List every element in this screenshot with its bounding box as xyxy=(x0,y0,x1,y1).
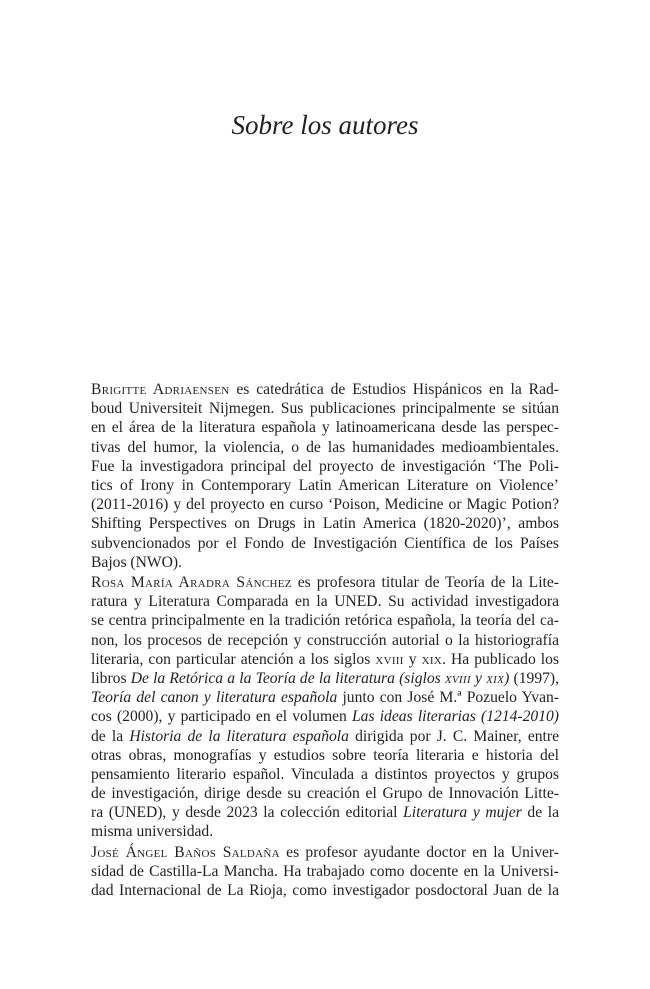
text-line xyxy=(91,553,559,572)
text-run: ra (UNED), y desde 2023 la colección editorial xyxy=(91,804,404,822)
text-line xyxy=(91,399,559,418)
text-line xyxy=(91,592,559,611)
text-line xyxy=(91,611,559,630)
text-run: es profesor ayudante doctor en la Univer- xyxy=(279,844,559,861)
text-run: es catedrática de Estudios Hispánicos en la Rad- xyxy=(229,381,559,398)
text-run: y xyxy=(403,650,422,668)
text-run: Historia de la literatura española xyxy=(129,727,349,745)
text-run: literaria, con particular atención a los siglos xyxy=(91,650,376,668)
text-line xyxy=(91,457,559,476)
text-run: tivas del humor, la violencia, o de las humanidades medioambientales. xyxy=(91,438,559,456)
text-run: xviii xyxy=(444,669,471,687)
text-line xyxy=(91,862,559,881)
text-line xyxy=(91,881,559,900)
text-run: (1997), xyxy=(509,669,560,687)
text-run: dirigida por J. C. Mainer, entre xyxy=(348,727,559,745)
text-run: otras obras, monografías y estudios sobre teoría literaria e historia del xyxy=(91,746,559,764)
text-run: pensamiento literario español. Vinculada a distintos proyectos y grupos xyxy=(91,765,559,783)
author-bio-adriaensen xyxy=(91,380,559,572)
text-line xyxy=(91,822,559,841)
text-line xyxy=(91,418,559,437)
text-line xyxy=(91,707,559,726)
text-line xyxy=(91,476,559,495)
text-run: (2011-2016) y del proyecto en curso ‘Poison, Medicine or Magic Potion? xyxy=(91,496,559,514)
text-run: cos (2000), y participado en el volumen xyxy=(91,708,352,726)
text-run: de la xyxy=(91,727,130,745)
text-line xyxy=(91,765,559,784)
text-line xyxy=(91,669,559,688)
text-run: junto con José M.ª Pozuelo Yvan- xyxy=(337,689,559,707)
text-run: Teoría del canon y literatura española xyxy=(91,689,338,707)
text-run: Fue la investigadora principal del proyecto de investigación ‘The Poli- xyxy=(91,457,559,475)
text-run: xviii xyxy=(375,650,404,668)
author-bio-aradra-sanchez xyxy=(91,573,559,842)
text-line xyxy=(91,688,559,707)
text-run: libros xyxy=(91,669,131,687)
text-run: Las ideas literarias (1214-2010) xyxy=(352,708,559,726)
text-run: xix xyxy=(486,669,505,687)
text-line xyxy=(91,746,559,765)
text-run: Shifting Perspectives on Drugs in Latin America (1820-2020)’, ambos xyxy=(91,515,559,533)
text-run: Bajos (NWO). xyxy=(91,553,182,571)
text-line xyxy=(91,495,559,514)
text-run: subvencionados por el Fondo de Investigación Científica de los Países xyxy=(91,534,559,552)
text-run: De la Retórica a la Teoría de la literatura (siglos xyxy=(130,669,445,687)
text-line xyxy=(91,534,559,553)
text-run: sidad de Castilla-La Mancha. Ha trabajado como docente en la Universi- xyxy=(91,863,559,881)
author-bio-banos-saldana xyxy=(91,843,559,901)
text-line xyxy=(91,514,559,533)
text-line xyxy=(91,438,559,457)
text-line xyxy=(91,803,559,822)
text-run: en el área de la literatura española y latinoamericana desde las perspec- xyxy=(91,419,559,437)
text-run: de investigación, dirige desde su creación el Grupo de Innovación Litte- xyxy=(91,785,559,803)
text-run: misma universidad. xyxy=(91,823,214,841)
text-run: ratura y Literatura Comparada en la UNED. Su actividad investigadora xyxy=(91,593,559,611)
text-run: . Ha publicado los xyxy=(442,650,560,668)
text-line xyxy=(91,380,559,399)
text-run: y xyxy=(470,669,487,687)
text-run: dad Internacional de La Rioja, como investigador posdoctoral Juan de la xyxy=(91,882,559,900)
text-run: boud Universiteit Nijmegen. Sus publicaciones principalmente se sitúan xyxy=(91,400,559,418)
text-run: xix xyxy=(421,650,443,668)
text-line xyxy=(91,727,559,746)
text-line xyxy=(91,843,559,862)
text-line xyxy=(91,631,559,650)
author-name: Brigitte Adriaensen xyxy=(91,381,230,398)
page-title: Sobre los autores xyxy=(231,110,419,140)
text-run: Literatura y mujer xyxy=(403,804,522,822)
author-name: Rosa María Aradra Sánchez xyxy=(91,574,292,591)
text-run: tics of Irony in Contemporary Latin American Literature on Violence’ xyxy=(91,476,559,494)
text-run: non, los procesos de recepción y construcción autorial o la historiografía xyxy=(91,631,559,649)
text-run: ) xyxy=(504,669,510,687)
text-line xyxy=(91,573,559,592)
author-name: José Ángel Baños Saldaña xyxy=(91,844,280,861)
text-run: es profesora titular de Teoría de la Lite- xyxy=(291,574,559,591)
text-line xyxy=(91,650,559,669)
text-run: de la xyxy=(521,804,559,822)
text-line xyxy=(91,784,559,803)
text-run: se centra principalmente en la tradición retórica española, la teoría del ca- xyxy=(91,612,559,630)
